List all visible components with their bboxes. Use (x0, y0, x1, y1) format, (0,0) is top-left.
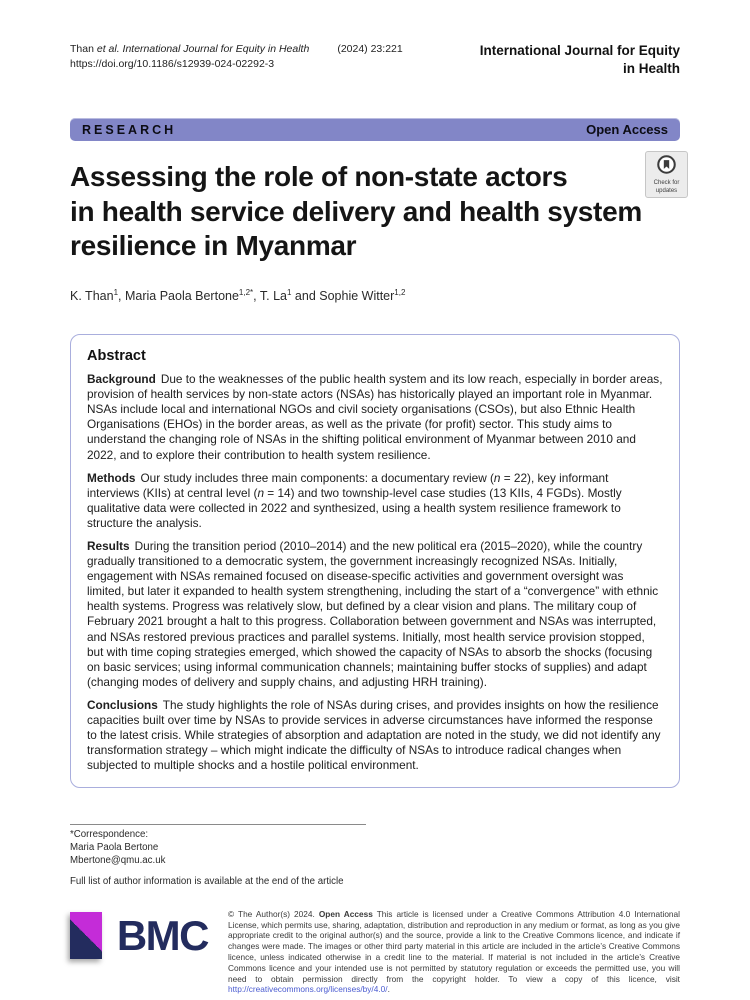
bmc-logo-icon (70, 912, 102, 959)
crossmark-icon (657, 161, 676, 178)
abstract-box (70, 334, 680, 788)
title-line: resilience in Myanmar (70, 229, 357, 261)
author: K. Than$^1$, (70, 287, 125, 304)
correspondence-name: Maria Paola Bertone (70, 842, 159, 854)
author-list (70, 288, 680, 303)
citation-volume: (2024) 23:221 (337, 43, 403, 55)
abstract-conclusions: Conclusions The study highlights the role of NSAs during crises, and provides insights on how the resilience capacities built over time by NSAs to provide services in adverse circumstances have informed the response to the latest crisis. While strategies of absorption and adaptation are noted in the study, we did not identify any transformation strategy – which might indicate the difficulty of NSAs to introduce radical changes when subjected to multiple shocks and a hostile political environment. (87, 697, 661, 773)
doi-text: https://doi.org/10.1186/s12939-024-02292-3 (70, 58, 275, 71)
page-footer (70, 909, 680, 995)
author: Maria Paola Bertone$^{1,2*}$, (124, 287, 260, 304)
abstract-methods: Methods Our study includes three main components: a documentary review (n = 22), key informant interviews (KIIs) at central level (n = 14) and two township-level case studies (13 KIIs, 4 FGDs). Mostly qualitative data were collected in 2022 and synthesized, using a health system resilience framework to structure the analysis. (87, 470, 622, 530)
author-affiliation-sup: 1,2 (394, 287, 406, 297)
author: T. La$^1$ and (259, 287, 320, 304)
correspondence-block (70, 824, 680, 888)
author-info-note: Full list of author information is available at the end of the article (70, 876, 344, 888)
results-label: Results (87, 539, 130, 553)
license-text: © The Author(s) 2024. Open Access This article is licensed under a Creative Commons Attribution 4.0 International License, which permits use, sharing, adaptation, distribution and reproduction in any medium or format, as long as you give appropriate credit to the original author(s) and the source, provide a link to the Creative Commons licence, and indicate if changes were made. The images or other third party material in this article are included in the article’s Creative Commons licence, unless indicated otherwise in a credit line to the material. If material is not included in the article’s Creative Commons licence and your intended use is not permitted by statutory regulation or exceeds the permitted use, you will need to obtain permission directly from the copyright holder. To view a copy of this licence, visit http://creativecommons.org/licenses/by/4.0/. (228, 908, 680, 995)
citation-block (70, 42, 403, 72)
author-affiliation-sup: 1 (287, 287, 292, 297)
abstract-results: Results During the transition period (2010–2014) and the new political era (2015–2020), while the country gradually transitioned to a democratic system, the government increasingly recognized NSAs. Initially, engagement with NSAs remained focused on disease-specific activities and government oversight was limited, but later it expanded to health system strengthening, including the start of a “convergence” with ethnic health systems. Progress was relatively slow, but defined by a clear vision and plans. The military coup of February 2021 brought a halt to this progress. Collaboration between government and NSAs was interrupted, and NSAs restored previous practices and parallel systems. Initially, most health service provision stopped, but with time coping strategies emerged, which showed the capacity of NSAs to absorb the shocks (focusing on basic services; using informal communication channels; maintaining buffer stocks of supplies) and adapt (changing modes of delivery and supply chains, and adjusting HRH training). (87, 539, 659, 689)
license-link[interactable]: http://creativecommons.org/licenses/by/4.0/ (228, 984, 388, 995)
open-access-bold: Open Access (318, 908, 373, 919)
title-line: Assessing the role of non-state actors (70, 161, 568, 193)
methods-label: Methods (87, 470, 136, 485)
open-access-label: Open Access (586, 122, 668, 138)
correspondence-email: Mbertone@qmu.ac.uk (70, 854, 166, 866)
abstract-heading: Abstract (87, 348, 146, 365)
bmc-logo-text: BMC (116, 911, 208, 959)
conclusions-label: Conclusions (87, 697, 158, 712)
author: Sophie Witter$^{1,2}$ (319, 287, 406, 304)
check-for-updates-badge[interactable] (645, 151, 688, 198)
citation-journal: et al. International Journal for Equity in Health (96, 43, 310, 55)
article-type-label: RESEARCH (82, 122, 177, 137)
article-title (70, 160, 680, 262)
page-header (70, 42, 680, 78)
research-banner (70, 118, 680, 141)
abstract-background: Background Due to the weaknesses of the public health system and its low reach, especially in border areas, provision of health services by non-state actors (NSAs) has historically played an important role in Myanmar. NSAs include local and international NGOs and civil society organisations (CSOs), but also Ethnic Health Organisations (EHOs) in the border areas, as well as the private (for profit) sector. This study aims to understand the changing role of NSAs in the shifting political environment of Myanmar between 2010 and 2022, and to explore their contribution to health system resilience. (87, 372, 663, 462)
check-for-updates-label: Check for updates (653, 180, 680, 194)
author-affiliation-sup: 1 (113, 287, 119, 297)
correspondence-label: *Correspondence: (70, 829, 149, 841)
citation-authors: Than (70, 43, 97, 55)
title-line: in health service delivery and health system (70, 195, 642, 227)
correspondence-divider (70, 824, 366, 825)
journal-name-line2: in Health (622, 61, 680, 77)
title-row (70, 160, 680, 262)
citation-line (70, 42, 403, 57)
background-label: Background (87, 372, 156, 387)
bmc-logo (70, 912, 208, 960)
journal-name (480, 42, 680, 78)
author-affiliation-sup: 1,2* (238, 287, 254, 297)
journal-name-line1: International Journal for Equity (479, 43, 680, 58)
